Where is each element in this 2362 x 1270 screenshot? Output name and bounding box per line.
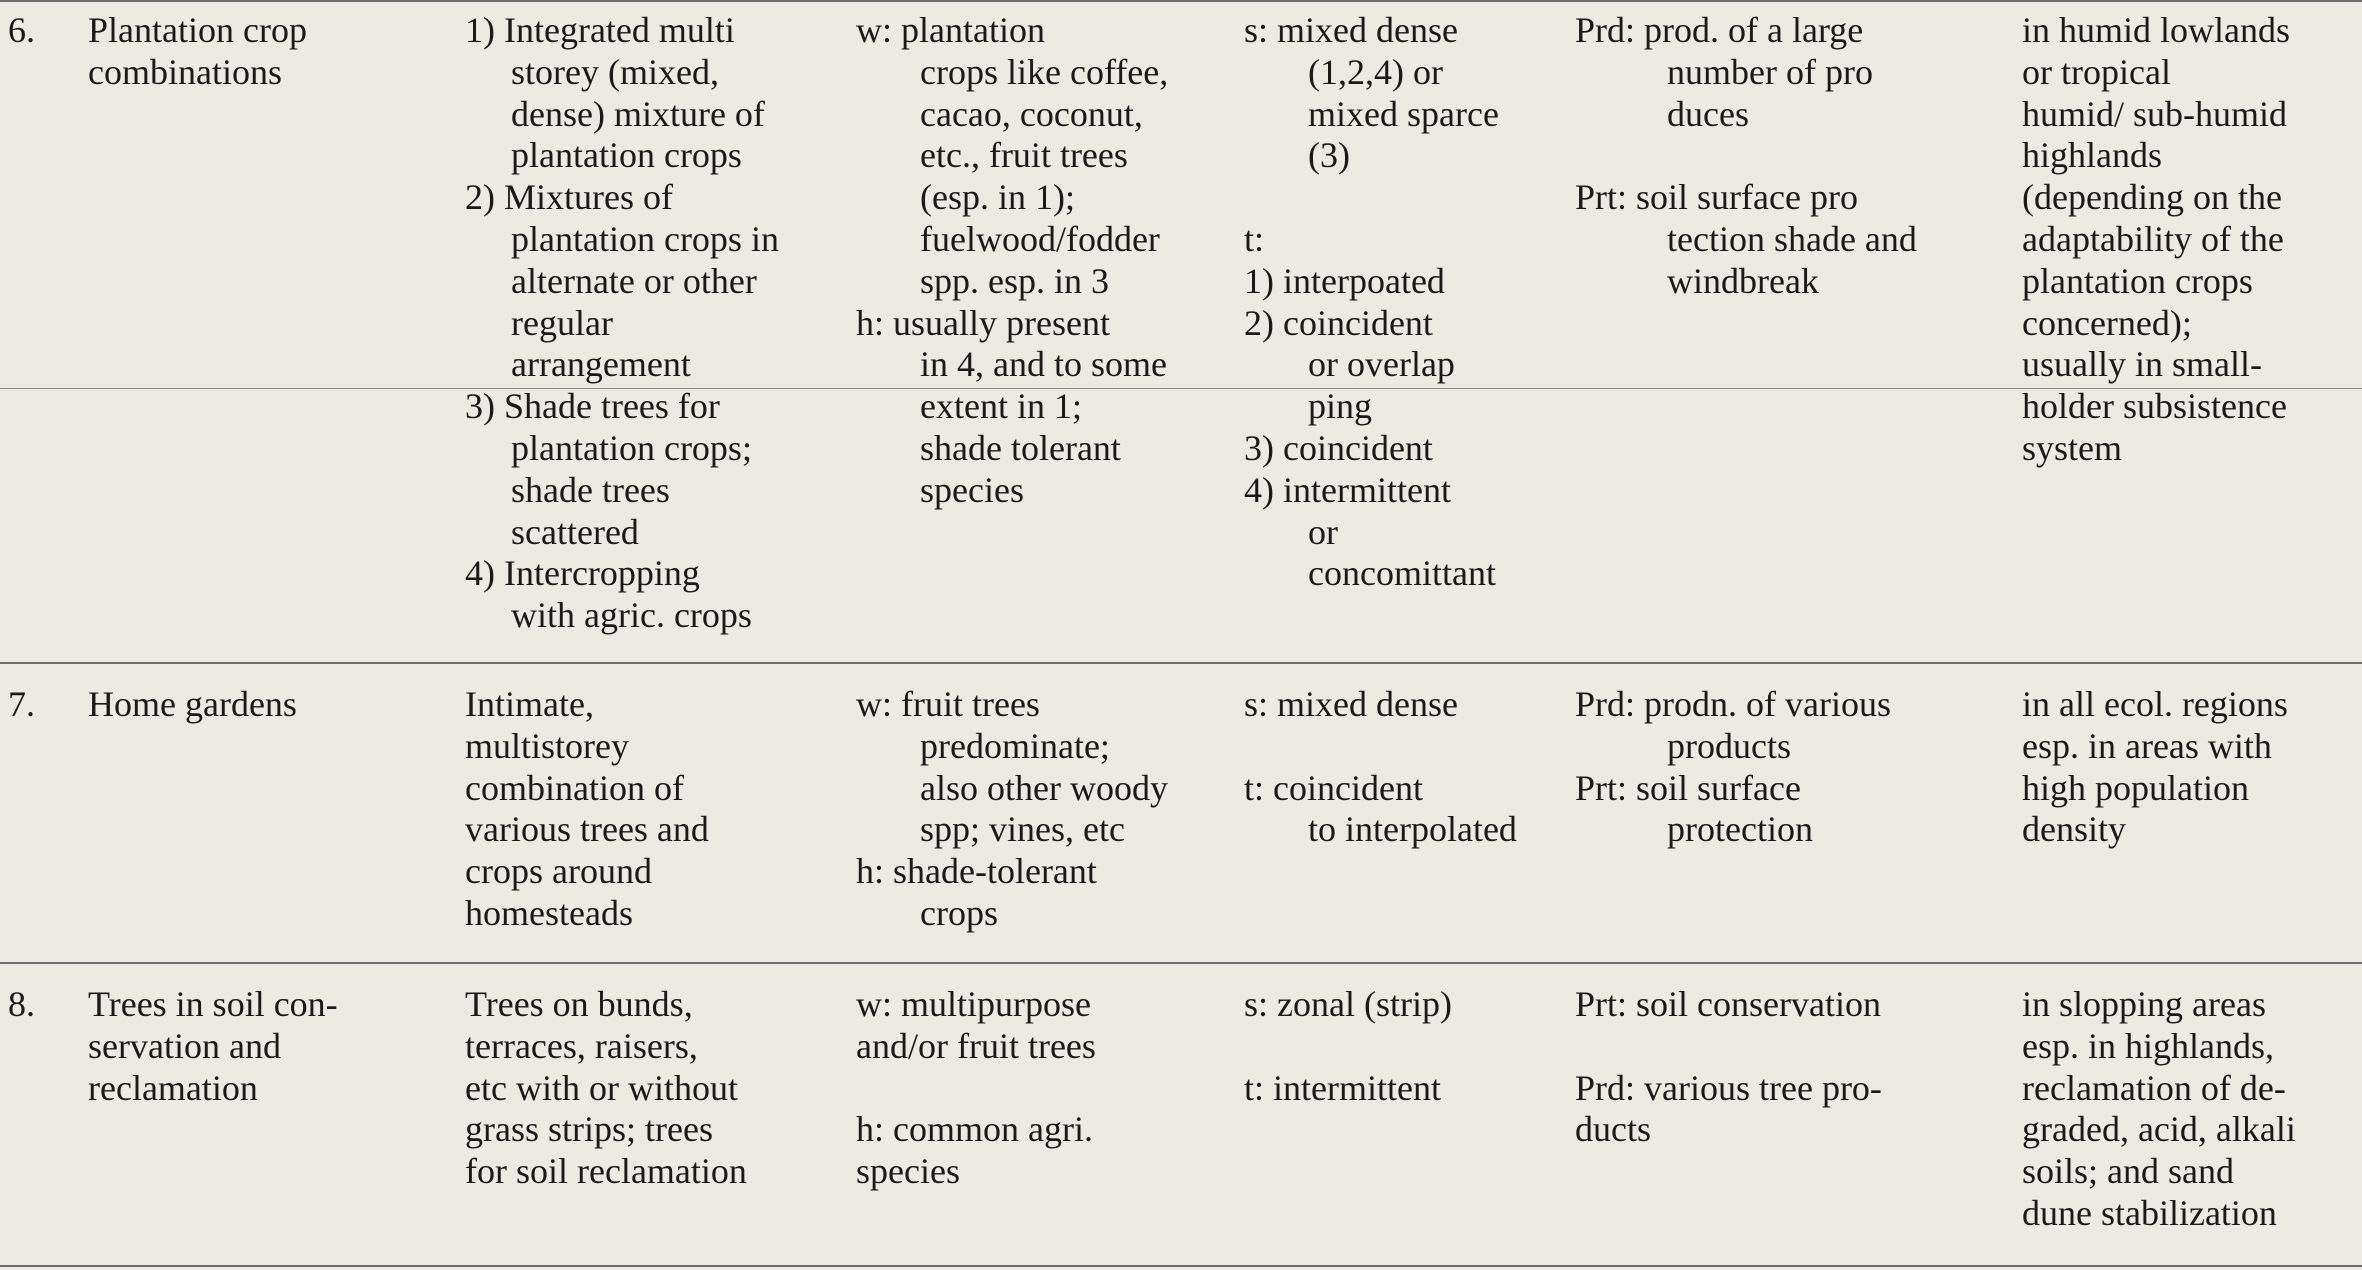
function: Prt: soil conservation Prd: various tree pro- ducts: [1575, 984, 1882, 1150]
major-components: w: plantation crops like coffee, cacao, coconut, etc., fruit trees (esp. in 1); fuelwood/fodder spp. esp. in 3 h: usually present in 4, and to some extent in 1; shade tolerant species: [856, 10, 1169, 510]
system-description: Trees on bunds, terraces, raisers, etc with or without grass strips; trees for soil reclamation: [465, 984, 747, 1192]
table-rule-2: [0, 662, 2362, 664]
system-name: Trees in soil con- servation and reclamation: [88, 984, 338, 1108]
table-rule-3: [0, 962, 2362, 964]
arrangement: s: mixed dense t: coincident to interpolated: [1244, 684, 1517, 850]
row-number: 7.: [8, 684, 35, 724]
table-rule-bottom: [0, 1265, 2362, 1267]
distribution: in all ecol. regions esp. in areas with high population density: [2022, 684, 2288, 850]
system-name: Plantation crop combinations: [88, 10, 307, 92]
distribution: in humid lowlands or tropical humid/ sub-humid highlands (depending on the adaptability of the plantation crops concerned); usually in small- holder subsistence system: [2022, 10, 2290, 468]
row-number: 8.: [8, 984, 35, 1024]
major-components: w: multipurpose and/or fruit trees h: common agri. species: [856, 984, 1096, 1192]
function: Prd: prodn. of various products Prt: soil surface protection: [1575, 684, 1891, 850]
system-name: Home gardens: [88, 684, 297, 724]
system-description: 1) Integrated multi storey (mixed, dense) mixture of plantation crops 2) Mixtures of plantation crops in alternate or other regular arrangement 3) Shade trees for plantation crops; shade trees scattered 4) Intercropping with agric. crops: [465, 10, 779, 636]
table-rule-1: [0, 388, 2362, 389]
table-rule-top: [0, 0, 2362, 2]
row-number: 6.: [8, 10, 35, 50]
system-description: Intimate, multistorey combination of various trees and crops around homesteads: [465, 684, 709, 933]
major-components: w: fruit trees predominate; also other woody spp; vines, etc h: shade-tolerant crops: [856, 684, 1168, 933]
function: Prd: prod. of a large number of pro duces Prt: soil surface pro tection shade and windbreak: [1575, 10, 1917, 301]
arrangement: s: mixed dense (1,2,4) or mixed sparce (3) t: 1) interpoated 2) coincident or overlap ping 3) coincident 4) intermittent or concomittant: [1244, 10, 1499, 594]
arrangement: s: zonal (strip) t: intermittent: [1244, 984, 1452, 1108]
distribution: in slopping areas esp. in highlands, reclamation of de- graded, acid, alkali soils; and sand dune stabilization: [2022, 984, 2296, 1233]
